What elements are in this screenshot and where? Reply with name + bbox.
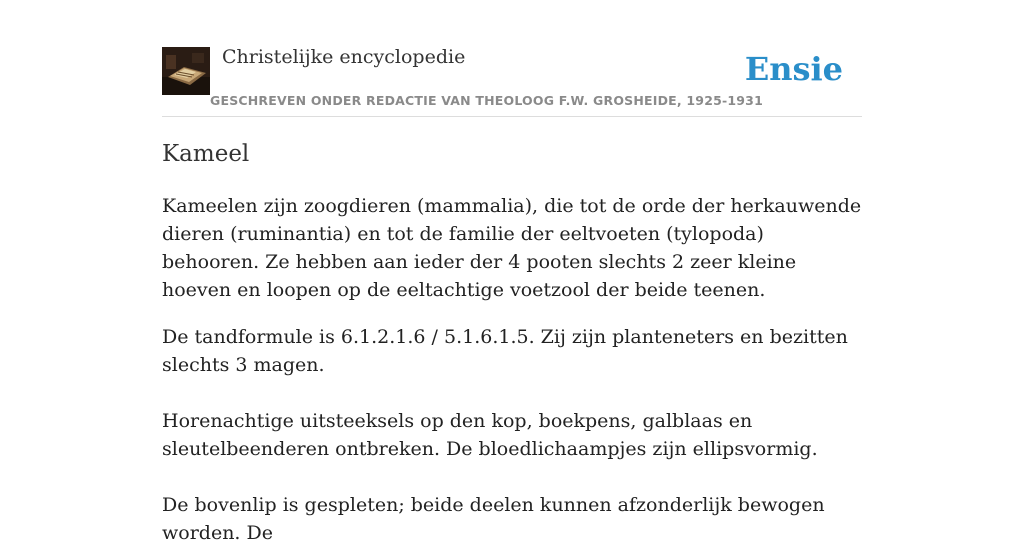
article-paragraph: Kameelen zijn zoogdieren (mammalia), die tot de orde der herkauwende dieren (ruminantia) en tot de familie der eeltvoeten (tylopoda) behooren. Ze hebben aan ieder der 4 pooten slechts 2 zeer kleine hoeven en loopen op de eeltachtige voetzool der beide teenen. xyxy=(162,195,862,301)
ensie-logo-link[interactable]: Ensie xyxy=(744,50,843,88)
article-content xyxy=(162,138,862,547)
site-header xyxy=(162,46,862,117)
site-subtitle: GESCHREVEN ONDER REDACTIE VAN THEOLOOG F.W. GROSHEIDE, 1925-1931 xyxy=(210,93,763,108)
article-title: Kameel xyxy=(162,141,250,167)
encyclopedia-avatar-image[interactable] xyxy=(162,47,210,95)
article-paragraph: De tandformule is 6.1.2.1.6 / 5.1.6.1.5. Zij zijn planteneters en bezitten slechts 3 magen. xyxy=(162,326,848,376)
article-paragraph: Horenachtige uitsteeksels op den kop, boekpens, galblaas en sleutelbeenderen ontbreken. De bloedlichaampjes zijn ellipsvormig. xyxy=(162,410,818,460)
site-title[interactable]: Christelijke encyclopedie xyxy=(222,46,466,68)
article-paragraph: De bovenlip is gespleten; beide deelen kunnen afzonderlijk bewogen worden. De xyxy=(162,494,825,544)
book-image-icon xyxy=(162,47,210,95)
